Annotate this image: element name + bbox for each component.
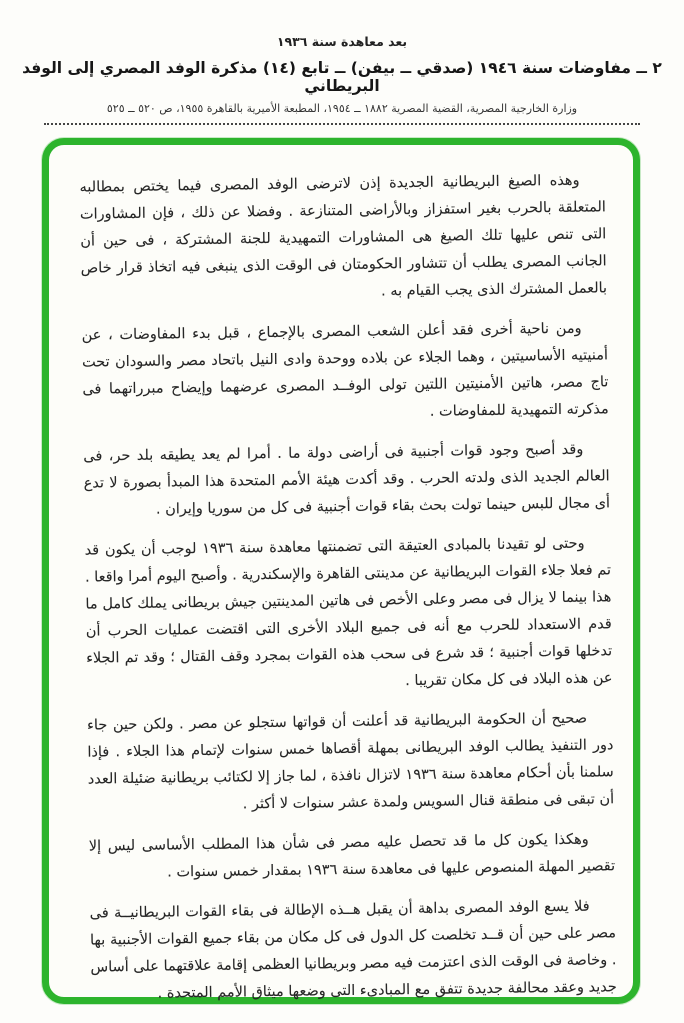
annotation-highlight-box: [42, 138, 640, 1004]
section-title: ٢ ــ مفاوضات سنة ١٩٤٦ (صدقي ــ بيفن) ــ تابع (١٤) مذكرة الوفد المصري إلى الوفد البريطاني: [22, 59, 662, 95]
running-title: بعد معاهدة سنة ١٩٣٦: [276, 34, 408, 49]
paragraph: وهذه الصيغ البريطانية الجديدة إذن لاترضى الوفد المصرى فيما يختص بمطالبه المتعلقة بالحرب بغير استفزاز وبالأراضى المتنازعة . وفضلا عن ذلك ، فإن المشاورات التى تنص عليها تلك الصيغ هى المشاورات التمهيدية للجنة المشتركة ، فى حين أن الجانب المصرى يطلب أن تتشاور الحكومتان فى الوقت الذى ينبغى فيه اتخاذ قرار خاص بالعمل المشترك الذى يجب القيام به .: [79, 172, 608, 300]
paragraph: وقد أصبح وجود قوات أجنبية فى أراضى دولة ما . أمرا لم يعد يطيقه بلد حر، فى العالم الجديد الذى ولدته الحرب . وقد أكدت هيئة الأمم المتحدة هذا المبدأ بصورة لا تدع أى مجال للبس حينما تولت بحث بقاء قوات أجنبية فى كل من سوريا وإيران .: [83, 441, 611, 518]
paragraph: وحتى لو تقيدنا بالمبادى العتيقة التى تضمنتها معاهدة سنة ١٩٣٦ لوجب أن يكون قد تم فعلا جلاء القوات البريطانية عن مدينتى القاهرة والإسكندرية . وأصبح اليوم أمرا واقعا . هذا بينما لا يزال فى مصر وعلى الأخص فى هاتين المدينتين جيش بريطانى يملك كامل ما قدم الاستعداد للحرب مع أنه فى جميع البلاد الأخرى التى اقتضت عمليات الحرب أن تدخلها قوات أجنبية ؛ قد شرع فى سحب هذه القوات بمجرد وقف القتال ؛ وقد تم الجلاء عن هذه البلاد فى كل مكان تقريبا .: [84, 535, 613, 690]
paragraph: صحيح أن الحكومة البريطانية قد أعلنت أن قواتها ستجلو عن مصر . ولكن حين جاء دور التنفيذ يطالب الوفد البريطانى بمهلة أقصاها خمس سنوات لإتمام هذا الجلاء . فإذا سلمنا بأن أحكام معاهدة سنة ١٩٣٦ لاتزال نافذة ، لما جاز إلا لكتائب بريطانية ضئيلة العدد أن تبقى فى منطقة قنال السويس ولمدة عشر سنوات لا أكثر .: [86, 710, 615, 813]
paragraph: فلا يسع الوفد المصرى بداهة أن يقبل هــذه الإطالة فى بقاء القوات البريطانيــة فى مصر على حين أن قــد تخلصت كل الدول فى كل مكان من بقاء جميع القوات الأجنبية بها . وخاصة فى الوقت الذى اعتزمت فيه مصر وبريطانيا العظمى إقامة علاقتهما على أساس جديد وعقد محالفة جديدة تتفق مع المبادىء التى وضعها ميثاق الأمم المتحدة .: [89, 898, 617, 1002]
paragraph: وهكذا يكون كل ما قد تحصل عليه مصر فى شأن هذا المطلب الأساسى ليس إلا تقصير المهلة المنصوص عليها فى معاهدة سنة ١٩٣٦ بمقدار خمس سنوات .: [88, 831, 616, 881]
page-header: [0, 0, 684, 125]
document-body: [49, 141, 645, 1023]
source-citation: وزارة الخارجية المصرية، القضية المصرية ١٨٨٢ ــ ١٩٥٤، المطبعة الأميرية بالقاهرة ١٩٥٥، ص ٥٢٠ ــ ٥٢٥: [106, 102, 578, 115]
paragraph: ومن ناحية أخرى فقد أعلن الشعب المصرى بالإجماع ، قبل بدء المفاوضات ، عن أمنيتيه الأساسيتين ، وهما الجلاء عن بلاده ووحدة وادى النيل باتحاد مصر والسودان تحت تاج مصر، هاتين الأمنيتين اللتين تولى الوفــد المصرى عرضهما وإيضاح مبرراتهما فى مذكرته التمهيدية للمفاوضات .: [81, 320, 609, 420]
dotted-divider: [44, 123, 640, 125]
